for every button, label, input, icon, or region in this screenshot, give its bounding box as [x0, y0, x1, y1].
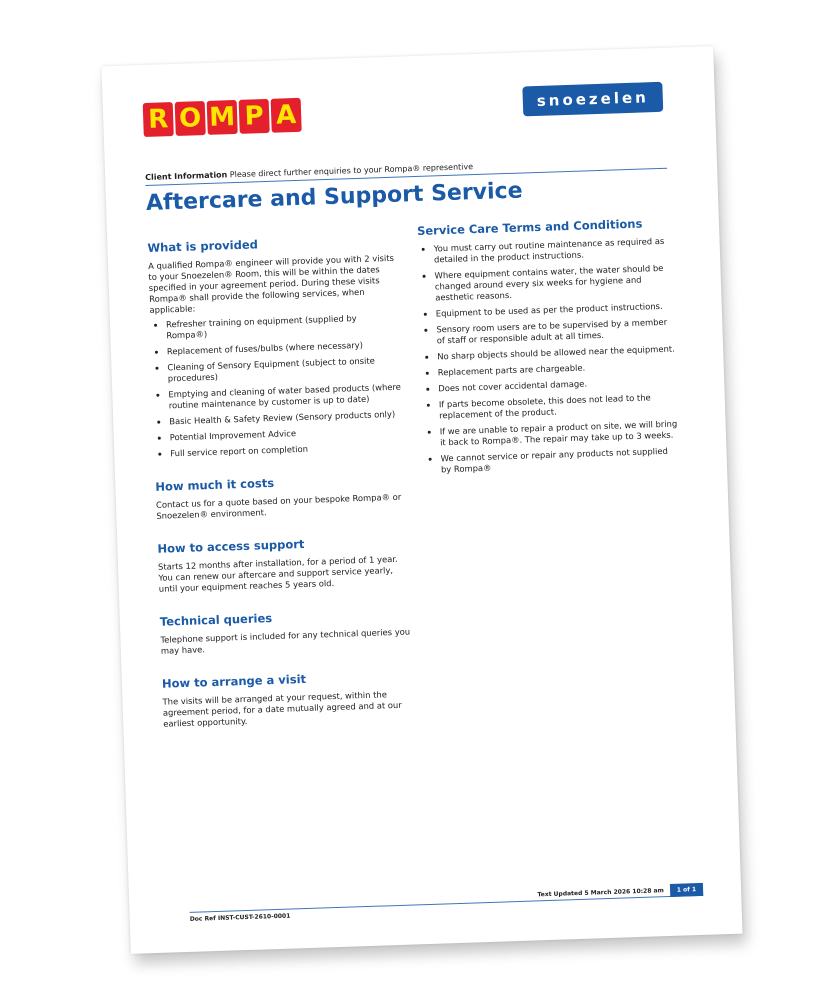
- right-column: [417, 216, 680, 481]
- section-cost: [155, 472, 406, 522]
- provided-list: [150, 312, 405, 460]
- list-item: • Sensory room users are to be supervised by a member of staff or responsible adult at all times.: [436, 317, 676, 347]
- section-text: Starts 12 months after installation, for a period of 1 year. You can renew our aftercare and support service yearly, until your equipment reaches 5 years old.: [157, 553, 398, 594]
- page-number: 1 of 1: [670, 883, 704, 897]
- logo-letter: O: [175, 101, 206, 136]
- section-heading: What is provided: [147, 237, 259, 255]
- list-item: • Basic Health & Safety Review (Sensory products only): [169, 409, 403, 428]
- snoezelen-logo: snoezelen: [522, 82, 663, 117]
- footer-updated: [537, 883, 703, 901]
- list-item: • You must carry out routine maintenance as required as detailed in the product instructions.: [434, 236, 674, 266]
- logo-letter: P: [239, 99, 270, 134]
- left-column: [147, 233, 414, 750]
- list-item: • If parts become obsolete, this does not lead to the replacement of the product.: [439, 391, 679, 421]
- logo-letter: R: [143, 102, 174, 137]
- list-item: • Replacement parts are chargeable.: [438, 359, 677, 378]
- section-heading: How to access support: [157, 536, 305, 556]
- terms-list: [418, 236, 681, 476]
- document-page: [101, 46, 742, 954]
- list-item: • Potential Improvement Advice: [170, 425, 404, 444]
- section-heading: How much it costs: [155, 475, 275, 494]
- list-item: • Refresher training on equipment (supplied by Rompa®): [166, 312, 401, 342]
- list-item: • Does not cover accidental damage.: [438, 375, 677, 394]
- page-title: Aftercare and Support Service: [145, 178, 523, 216]
- list-item: • No sharp objects should be allowed near the equipment.: [437, 343, 676, 362]
- section-text: A qualified Rompa® engineer will provide you with 2 visits to your Snoezelen® Room, this will be within the dates specified in your agreement period. During these visits Rompa® shall provide the following services, when applicable:: [147, 252, 395, 315]
- updated-label: Text Updated: [537, 889, 583, 899]
- doc-ref-value: INST-CUST-2610-0001: [217, 912, 291, 922]
- rompa-logo: [143, 98, 302, 137]
- list-item: • Equipment to be used as per the product instructions.: [436, 301, 675, 320]
- list-item: • Cleaning of Sensory Equipment (subject to onsite procedures): [167, 355, 402, 385]
- client-label: Client Information: [145, 170, 228, 182]
- list-item: • If we are unable to repair a product on site, we will bring it back to Rompa®. The repair may take up to 3 weeks.: [440, 418, 680, 448]
- section-heading: How to arrange a visit: [161, 671, 307, 691]
- section-text: The visits will be arranged at your request, within the agreement period, for a date mutually agreed and at our earliest opportunity.: [162, 689, 402, 729]
- section-access: [157, 534, 409, 595]
- section-visit: [162, 668, 414, 729]
- section-heading: Service Care Terms and Conditions: [416, 216, 643, 239]
- section-heading: Technical queries: [159, 611, 273, 629]
- list-item: • Replacement of fuses/bulbs (where necessary): [167, 339, 401, 358]
- client-text: Please direct further enquiries to your Rompa® representive: [229, 162, 474, 180]
- logo-letter: A: [271, 98, 302, 133]
- logo-letter: M: [207, 100, 238, 135]
- section-technical: [160, 606, 411, 656]
- doc-ref-label: Doc Ref: [189, 915, 216, 923]
- list-item: • Where equipment contains water, the water should be changed around every six weeks for hygiene and aesthetic reasons.: [434, 263, 674, 304]
- section-what-is-provided: [147, 233, 404, 460]
- list-item: • We cannot service or repair any products not supplied by Rompa®: [440, 445, 680, 475]
- footer: [189, 886, 704, 923]
- list-item: • Full service report on completion: [170, 441, 404, 460]
- section-text: Telephone support is included for any technical queries you may have.: [160, 626, 411, 656]
- list-item: • Emptying and cleaning of water based products (where routine maintenance by customer is up to date): [168, 382, 403, 412]
- updated-date: 5 March 2026 10:28 am: [584, 887, 664, 897]
- section-text: Contact us for a quote based on your bespoke Rompa® or Snoezelen® environment.: [155, 491, 402, 521]
